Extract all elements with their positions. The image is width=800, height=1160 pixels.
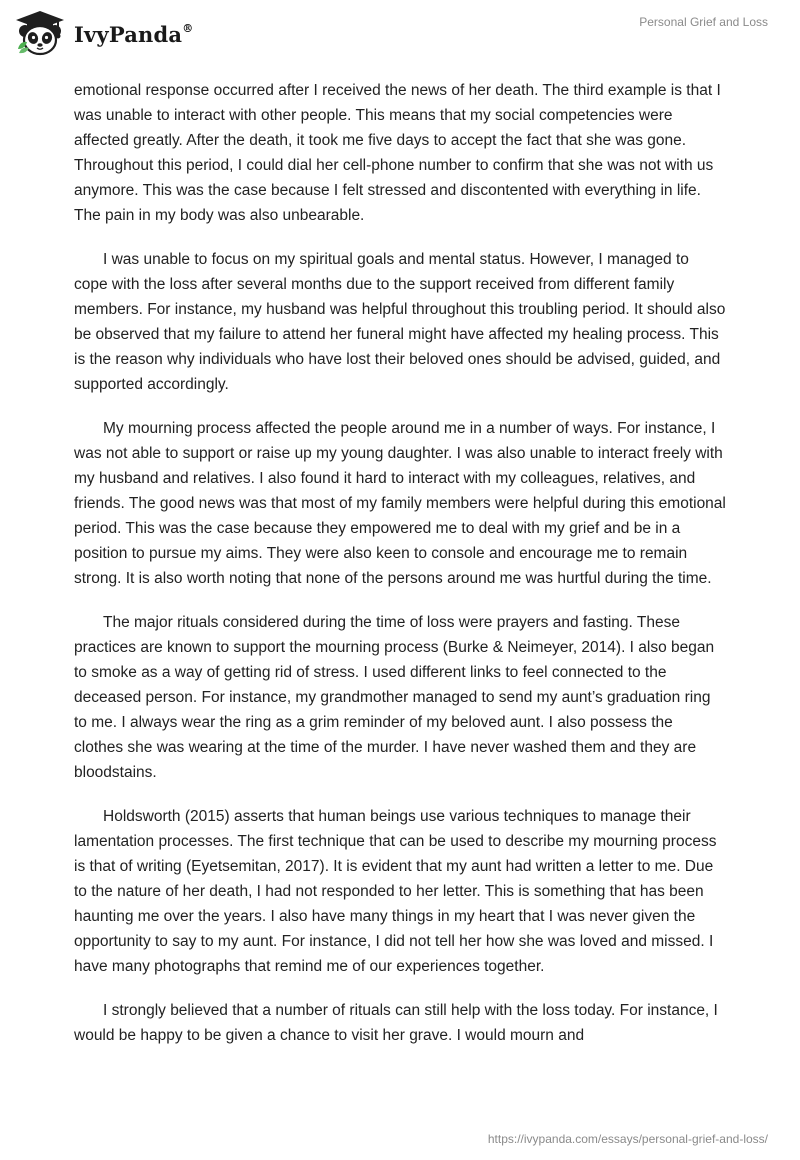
paragraph: I strongly believed that a number of rituals can still help with the loss today. For instance, I would be happy to be given a chance to visit her grave. I would mourn and	[74, 1002, 718, 1044]
paragraph: I was unable to focus on my spiritual goals and mental status. However, I managed to cope with the loss after several months due to the support received from different family members. For instance, my husband was helpful throughout this troubling period. It should also be observed that my failure to attend her funeral might have affected my healing process. This is the reason why individuals who have lost their beloved ones should be advised, guided, and supported accordingly.	[74, 251, 726, 393]
paragraph: The major rituals considered during the time of loss were prayers and fasting. These practices are known to support the mourning process (Burke & Neimeyer, 2014). I also began to smoke as a way of getting rid of stress. I used different links to feel connected to the deceased person. For instance, my grandmother managed to send my aunt’s graduation ring to me. I always wear the ring as a grim reminder of my beloved aunt. I also possess the clothes she was wearing at the time of the murder. I have never washed them and they are bloodstains.	[74, 614, 715, 781]
source-url[interactable]: https://ivypanda.com/essays/personal-grief-and-loss/	[487, 1132, 768, 1146]
essay-body	[74, 78, 726, 1067]
paragraph: emotional response occurred after I received the news of her death. The third example is that I was unable to interact with other people. This means that my social competencies were affected greatly. After the death, it took me five days to accept the fact that she was gone. Throughout this period, I could dial her cell-phone number to confirm that she was not with us anymore. This was the case because I felt stressed and discontented with everything in life. The pain in my body was also unbearable.	[74, 82, 721, 224]
page-header	[0, 0, 800, 70]
paragraph: My mourning process affected the people around me in a number of ways. For instance, I was not able to support or raise up my young daughter. I was also unable to interact freely with my husband and relatives. I also found it hard to interact with my colleagues, relatives, and friends. The good news was that most of my family members were helpful during this emotional period. This was the case because they empowered me to deal with my grief and be in a position to pursue my aims. They were also keen to console and encourage me to remain strong. It is also worth noting that none of the persons around me was hurtful during the time.	[74, 420, 726, 587]
paragraph: Holdsworth (2015) asserts that human beings use various techniques to manage their lamentation processes. The first technique that can be used to describe my mourning process is that of writing (Eyetsemitan, 2017). It is evident that my aunt had written a letter to me. Due to the nature of her death, I had not responded to her letter. This is something that has been haunting me over the years. I also have many things in my heart that I was never given the opportunity to say to my aunt. For instance, I did not tell her how she was loved and missed. I have many photographs that remind me of our experiences together.	[74, 808, 717, 975]
document-title: Personal Grief and Loss	[639, 15, 768, 29]
brand-name: IvyPanda®	[74, 21, 194, 47]
panda-graduate-icon	[14, 9, 66, 57]
brand-logo[interactable]	[14, 8, 193, 58]
